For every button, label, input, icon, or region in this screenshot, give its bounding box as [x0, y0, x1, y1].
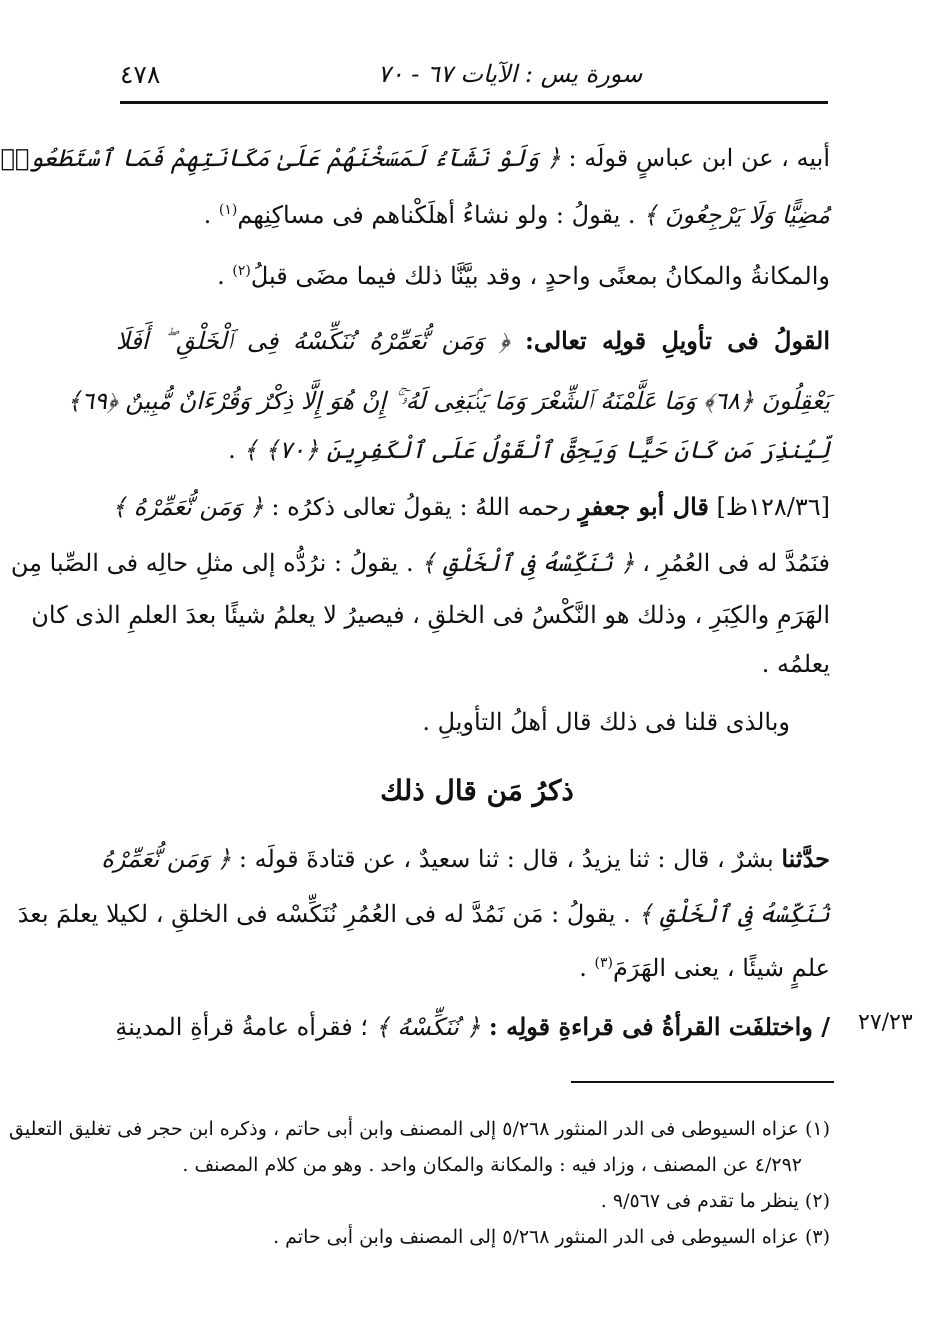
page-number: ٤٧٨	[120, 60, 161, 89]
quran-verse-text: ﴿ نُنَكِّسْهُ ﴾	[375, 1013, 481, 1041]
body-text: . يقولُ : مَن نَمُدَّ له فى العُمُرِ نُنَكِّسْه فى الخلقِ ، لكيلا يعلمَ بعدَ	[17, 900, 639, 928]
body-text: يعلمُه .	[761, 650, 830, 678]
running-header-title: سورة يس : الآيات ٦٧ - ٧٠	[377, 60, 643, 88]
body-text: . يقولُ : ولو نشاءُ أهلَكْناهم فى مساكِنِهم	[237, 201, 644, 229]
bold-text: حدَّثنا	[781, 844, 830, 873]
footnote-ref: (١)	[218, 202, 238, 218]
quran-verse-text: نُنَكِّسْهُ فِى ٱلْخَلْقِ ﴾	[638, 900, 830, 928]
section-heading: ذكرُ مَن قال ذلك	[380, 774, 574, 807]
body-text: بشرٌ ، قال : ثنا يزيدُ ، قال : ثنا سعيدٌ ، عن قتادةَ قولَه :	[231, 845, 782, 873]
text-line	[217, 251, 830, 301]
quran-verse-text: ﴿ نُنَكِّسْهُ فِى ٱلْخَلْقِ ﴾	[421, 549, 635, 577]
body-text: .	[579, 954, 595, 982]
quran-verse-text: ﴿ وَمَن نُّعَمِّرْهُ نُنَكِّسْهُ فِى ٱلْخَلْقِ ۖ أَفَلَا	[116, 327, 510, 355]
quran-verse-text: يَعْقِلُونَ ﴿٦٨﴾ وَمَا عَلَّمْنَهُ ٱلشِّعْرَ وَمَا يَنۢبَغِى لَهُۥٓ ۚ إِنْ هُوَ إِلَّا ذِكْرٌ وَقُرْءَانٌ مُّبِينٌ ﴿٦٩﴾	[67, 387, 830, 415]
body-text: ؛ فقرأه عامةُ قرأةِ المدينةِ	[115, 1013, 376, 1041]
body-text: . يقولُ : نرُدُّه إلى مثلِ حالِه فى الصِّبا مِن	[10, 549, 422, 577]
text-line	[204, 190, 830, 240]
quran-verse-text: لِّيُنذِرَ مَن كَانَ حَيًّا وَيَحِقَّ ٱلْقَوْلُ عَلَى ٱلْكَفِرِينَ ﴿٧٠﴾ ﴾	[243, 436, 830, 464]
body-text: علمٍ شيئًا ، يعنى الهَرَمَ	[612, 954, 830, 982]
text-line	[101, 834, 830, 884]
text-line	[116, 1002, 830, 1052]
bold-text: قال أبو جعفرٍ	[578, 492, 709, 521]
margin-note: ٢٧/٢٣	[858, 1010, 913, 1035]
bold-text: القولُ فى تأويلِ قولِه تعالى:	[509, 326, 830, 355]
header-rule	[120, 101, 828, 104]
body-text: الهَرَمِ والكِبَرِ ، وذلك هو النَّكْسُ فى الخلقِ ، فيصيرُ لا يعلمُ شيئًا بعدَ العلمِ الذى كان	[31, 601, 830, 629]
footnote-line: (١) عزاه السيوطى فى الدر المنثور ٥/٢٦٨ إلى المصنف وابن أبى حاتم ، وذكره ابن حجر فى تغليق التعليق	[9, 1118, 830, 1140]
text-line	[422, 697, 790, 747]
text-line	[116, 316, 830, 366]
body-text: أبيه ، عن ابن عباسٍ قولَه :	[560, 144, 830, 172]
text-line	[762, 639, 830, 689]
quran-verse-text: ﴿ وَمَن نُّعَمِّرْهُ	[101, 845, 232, 873]
body-text: وبالذى قلنا فى ذلك قال أهلُ التأويلِ .	[422, 708, 790, 736]
text-line	[31, 590, 830, 640]
body-text: .	[217, 262, 233, 290]
footnote-ref: (٣)	[594, 955, 613, 971]
text-line	[10, 538, 830, 588]
footnote-rule	[571, 1081, 834, 1083]
body-text: .	[203, 201, 219, 229]
text-line	[67, 376, 830, 426]
footnote-line: (٣) عزاه السيوطى فى الدر المنثور ٥/٢٦٨ إلى المصنف وابن أبى حاتم .	[273, 1226, 830, 1248]
body-text: والمكانةُ والمكانُ بمعنًى واحدٍ ، وقد بيَّنَّا ذلك فيما مضَى قبلُ	[250, 262, 830, 290]
text-line	[228, 425, 830, 475]
body-text: [١٢٨/٣٦ظ]	[708, 493, 830, 521]
text-line	[0, 133, 830, 183]
quran-verse-text: مُضِيًّا وَلَا يَرْجِعُونَ ﴾	[643, 201, 830, 229]
quran-verse-text: ﴿ وَلَوْ نَشَآءُ لَمَسَخْنَهُمْ عَلَىٰ مَكَانَتِهِمْ فَمَا ٱسْتَطَعُوا۟	[0, 144, 561, 172]
footnote-line: (٢) ينظر ما تقدم فى ٩/٥٦٧ .	[600, 1190, 830, 1212]
body-text: رحمه اللهُ : يقولُ تعالى ذكرُه :	[263, 493, 579, 521]
body-text: فنَمُدَّ له فى العُمُرِ ،	[634, 549, 830, 577]
text-line	[17, 889, 830, 939]
text-line	[579, 943, 830, 993]
footnote-ref: (٢)	[232, 263, 251, 279]
quran-verse-text: ﴿ وَمَن نُّعَمِّرْهُ ﴾	[112, 493, 264, 521]
text-line	[112, 482, 830, 532]
bold-text: / واختلفَت القرأةُ فى قراءةِ قولِه :	[480, 1012, 830, 1041]
body-text: .	[228, 436, 244, 464]
footnote-line: ٤/٢٩٢ عن المصنف ، وزاد فيه : والمكانة والمكان واحد . وهو من كلام المصنف .	[182, 1154, 802, 1176]
